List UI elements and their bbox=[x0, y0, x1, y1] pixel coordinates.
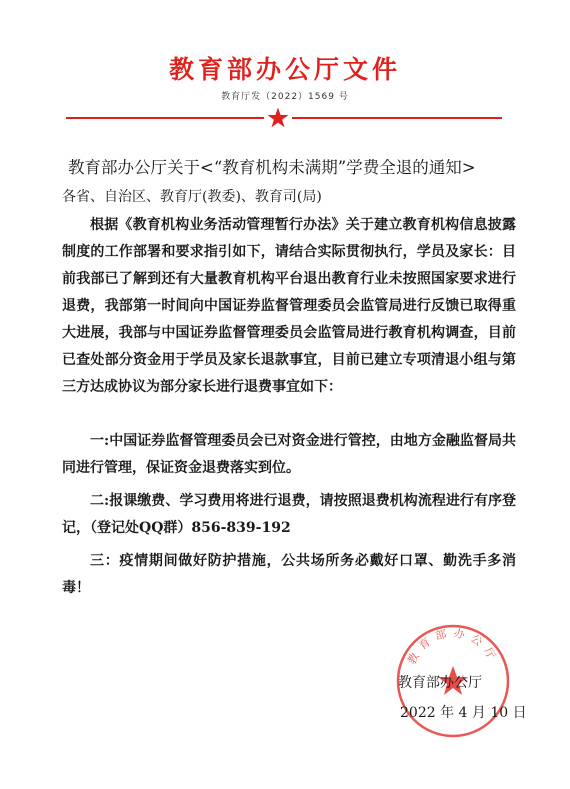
body-paragraph: 二:报课缴费、学习费用将进行退费，请按照退费机构流程进行有序登记，（登记处QQ群）856-839-192 bbox=[62, 493, 516, 536]
body-paragraph: 一:中国证券监督管理委员会已对资金进行管控，由地方金融监督局共同进行管理，保证资金退费落实到位。 bbox=[62, 433, 516, 476]
svg-text:教育部办公厅: 教育部办公厅 bbox=[405, 626, 501, 667]
doc-number: 教育厅发（2022）1569 号 bbox=[221, 92, 349, 102]
notice-title: 教育部办公厅关于<“教育机构未满期”学费全退的通知> bbox=[68, 158, 476, 177]
body-paragraph: 根据《教育机构业务活动管理暂行办法》关于建立教育机构信息披露制度的工作部署和要求指引如下，请结合实际贯彻执行，学员及家长：目前我部已了解到还有大量教育机构平台退出教育行业未按照国家要求进行退费，我部第一时间向中国证券监督管理委员会监管局进行反馈已取得重大进展，我部与中国证券监督管理委员会监管局进行教育机构调查，目前已查处部分资金用于学员及家长退款事宜，目前已建立专项清退小组与第三方达成协议为部分家长进行退费事宜如下： bbox=[62, 217, 516, 395]
red-star-icon bbox=[266, 106, 290, 130]
recipients-line: 各省、自治区、教育厅(教委)、教育司(局) bbox=[62, 189, 322, 205]
signer-name: 教育部办公厅 bbox=[398, 675, 482, 691]
header-divider-right bbox=[292, 117, 502, 119]
body-paragraph: 三：疫情期间做好防护措施，公共场所务必戴好口罩、勤洗手多消毒！ bbox=[62, 553, 516, 596]
signing-date: 2022 年 4 月 10 日 bbox=[400, 705, 527, 721]
org-title: 教育部办公厅文件 bbox=[168, 55, 401, 84]
header-divider-left bbox=[66, 117, 264, 119]
